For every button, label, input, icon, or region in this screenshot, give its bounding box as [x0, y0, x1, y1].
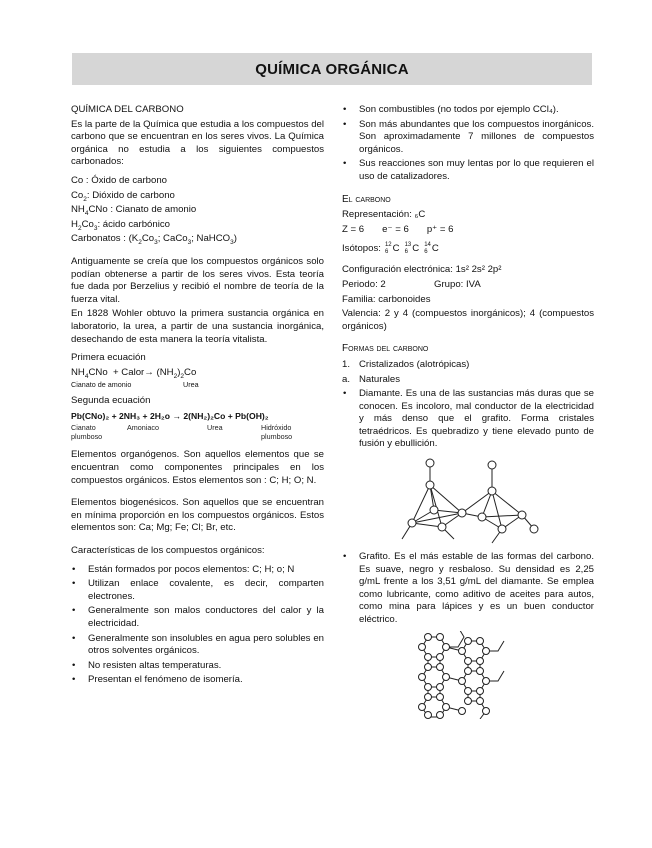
isotopes-label: Isótopos: — [342, 243, 381, 255]
carbono-title: El carbono — [342, 193, 391, 205]
eq1-title: Primera ecuación — [71, 352, 146, 364]
equation-1-labels — [71, 380, 324, 389]
list-item: • No resisten altas temperaturas. — [71, 660, 324, 673]
periodo: Periodo: 2 — [342, 278, 386, 290]
eq2-label: Urea — [207, 423, 223, 433]
compound-h2co3: $H_2Co_3$: ácido carbónico — [71, 218, 170, 232]
compound-carbonatos: Carbonatos : ($K_2Co_3$; CaCo$_3$; NaHCO$_3$) — [71, 233, 237, 247]
list-item: • Son combustibles (no todos por ejemplo CCl₄). — [342, 104, 594, 117]
intro-paragraph: Es la parte de la Química que estudia a los compuestos del carbono que se encuentran en los seres vivos. La Química orgánica no estudia a los siguientes compuestos carbonados: — [71, 118, 324, 168]
forms-item-1: 1. Cristalizados (alotrópicas) — [342, 358, 470, 370]
diamante-list — [342, 388, 594, 451]
diamond-structure-figure — [342, 455, 594, 547]
compound-co: Co : Óxido de carbono — [71, 174, 167, 186]
list-item: • Son más abundantes que los compuestos inorgánicos. Son aproximadamente 7 millones de compuestos orgánicos. — [342, 119, 594, 157]
isotope-c14: 14 6 C — [424, 242, 439, 256]
periodo-grupo — [342, 279, 594, 292]
list-item: • Generalmente son insolubles en agua pero solubles en otros solventes orgánicos. — [71, 633, 324, 658]
grafito-item: • Grafito. Es el más estable de las formas del carbono. Es suave, negro y resbaloso. Su densidad es 2,25 g/mL frente a los 3,51 g/mL del diamante. Se emplea como lubricante, como aditivo de aceites para autos, como mina para lápices y es un buen conductor eléctrico. — [342, 551, 594, 627]
formas-title: Formas del carbono — [342, 343, 429, 355]
caracteristicas-title: Características de los compuestos orgánicos: — [71, 545, 265, 557]
eq1-label: Urea — [183, 380, 199, 390]
graphite-structure-figure — [342, 631, 594, 719]
right-column — [342, 104, 594, 719]
valencia: Valencia: 2 y 4 (compuestos inorgánicos); 4 (compuestos orgánicos) — [342, 308, 594, 332]
biogenesicos-paragraph: Elementos biogenésicos. Son aquellos que se encuentran en mínima proporción en los compuestos orgánicos. Estos elementos son: Ca; Mg; Fe; Cl; Br, etc. — [71, 497, 324, 534]
isotope-c13: 13 6 C — [404, 242, 420, 256]
list-item: • Están formados por pocos elementos: C; H; o; N — [71, 564, 324, 577]
representacion: Representación: ₆C — [342, 209, 426, 221]
left-column — [71, 104, 324, 689]
section-title: QUÍMICA DEL CARBONO — [71, 104, 184, 115]
list-item: • Generalmente son malos conductores del calor y la electricidad. — [71, 605, 324, 630]
list-item: • Utilizan enlace covalente, es decir, comparten electrones. — [71, 578, 324, 603]
list-item: • Sus reacciones son muy lentas por lo que requieren el uso de catalizadores. — [342, 158, 594, 183]
equation-2: Pb(CNo)₂ + 2NH₃ + 2H₂o → 2(NH₂)₂Co + Pb(OH)₂ — [71, 410, 269, 421]
eq2-title: Segunda ecuación — [71, 395, 151, 407]
caracteristicas-list — [71, 564, 324, 687]
page-title: QUÍMICA ORGÁNICA — [255, 60, 409, 78]
eq2-label: Hidróxido plumboso — [261, 423, 293, 442]
equation-1: $NH_4CNo$ + Calor→ $(NH_2)_2Co$ — [71, 366, 197, 380]
forms-item-a: a. Naturales — [342, 373, 401, 385]
protons: p⁺ = 6 — [426, 223, 454, 235]
equation-2-labels — [71, 423, 324, 441]
vitalism-paragraph: Antiguamente se creía que los compuestos orgánicos solo podían obtenerse a partir de los seres vivos. Esta teoría fue dada por Berzelius y recibió el nombre de teoría de la fuerza vital. — [71, 255, 324, 305]
eq2-label: Cianato plumboso — [71, 423, 103, 442]
compound-co2: $Co_2$: Dióxido de carbono — [71, 189, 175, 203]
wohler-paragraph: En 1828 Wohler obtuvo la primera sustancia orgánica en laboratorio, la urea, a partir de una sustancia inorgánica, desechando de esta manera la teoría vitalista. — [71, 308, 324, 345]
eq2-label: Amoniaco — [127, 423, 159, 433]
isotope-c12: 12 6 C — [384, 242, 400, 256]
list-item: • Presentan el fenómeno de isomería. — [71, 674, 324, 687]
familia: Familia: carbonoides — [342, 293, 431, 305]
page-header — [72, 53, 592, 85]
particles-row — [342, 224, 594, 237]
organogenos-paragraph: Elementos organógenos. Son aquellos elementos que se encuentran como componentes principales en los compuestos orgánicos. Estos elementos son : C; H; O; N. — [71, 449, 324, 486]
eq1-label: Cianato de amonio — [71, 380, 132, 390]
caracteristicas-list-cont — [342, 104, 594, 184]
grupo: Grupo: IVA — [434, 278, 481, 290]
electrons: e⁻ = 6 — [382, 223, 409, 235]
isotopes-row — [342, 242, 594, 256]
compound-nh4cno: $NH_4CNo$ : Cianato de amonio — [71, 204, 197, 218]
atomic-number: Z = 6 — [342, 223, 365, 235]
grafito-list — [342, 551, 594, 627]
compound-list — [71, 175, 324, 246]
diamante-item: • Diamante. Es una de las sustancias más duras que se conocen. Es incoloro, mal conductor de la electricidad y más denso que el grafito. Forma cristales tetraédricos. Es quebradizo y tiene elevado punto de fusión y ebullición. — [342, 388, 594, 451]
configuracion: Configuración electrónica: 1s² 2s² 2p² — [342, 264, 502, 276]
